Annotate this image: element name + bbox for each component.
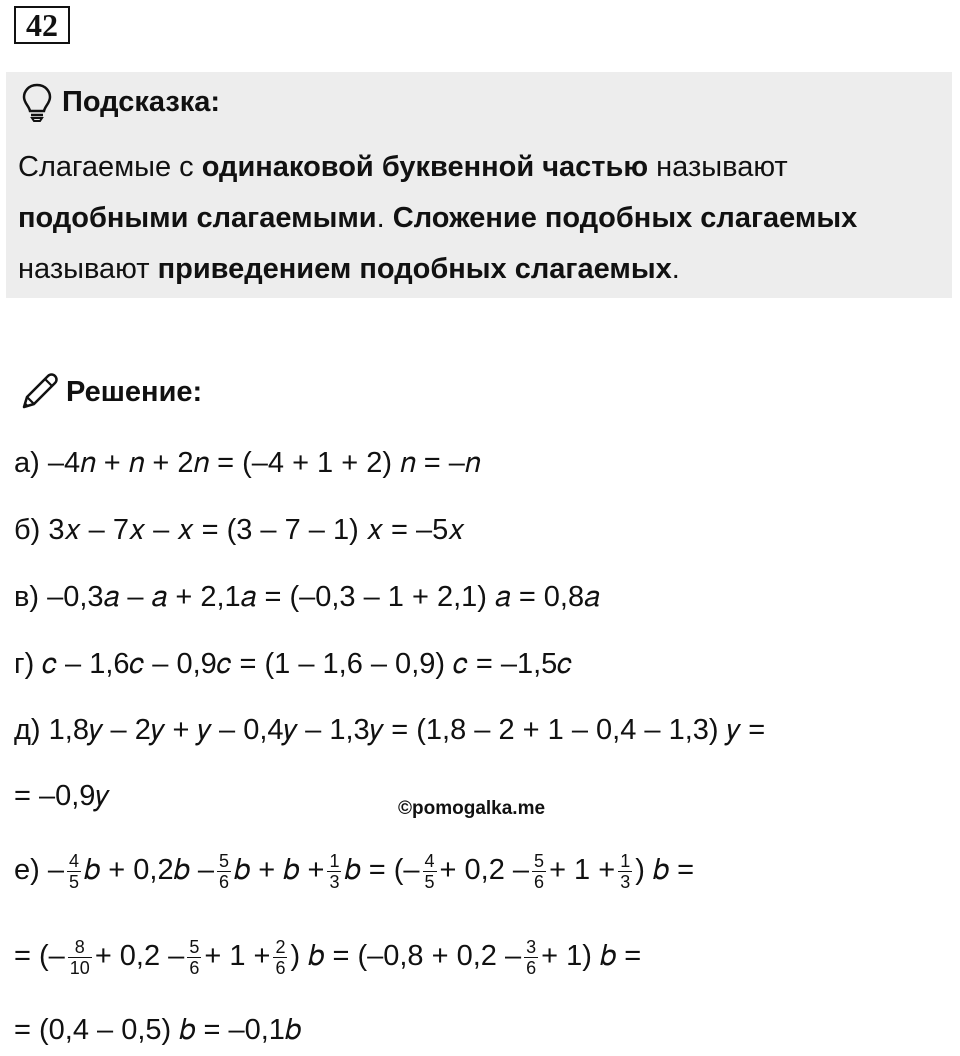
solution-line-d2: = –0,9𝑦 xyxy=(14,780,109,812)
fraction: $\frac{5}{6}$ xyxy=(534,850,545,892)
solution-line-e1: е) – $\frac{4}{5}$ 𝑏 + 0,2𝑏 – $\frac{5}{6}$ 𝑏 + 𝑏 + $\frac{1}{3}$ 𝑏 = (– $\frac{4}{5}$ + 0,2 – $\frac{5}{6}$ + 1 + $\frac{1}{3}$ ) 𝑏 = xyxy=(14,850,695,892)
lightbulb-icon xyxy=(20,82,54,122)
solution-line-e3: = (0,4 – 0,5) 𝑏 = –0,1𝑏 xyxy=(14,1014,302,1046)
solution-line-b: б) 3𝑥 – 7𝑥 – 𝑥 = (3 – 7 – 1) 𝑥 = –5𝑥 xyxy=(14,514,465,546)
fraction: $\frac{5}{6}$ xyxy=(189,936,200,978)
fraction: $\frac{8}{10}$ xyxy=(69,936,90,978)
watermark: ©pomogalka.me xyxy=(398,798,546,819)
solution-header xyxy=(18,372,202,412)
solution-line-v: в) –0,3𝑎 – 𝑎 + 2,1𝑎 = (–0,3 – 1 + 2,1) 𝑎 = 0,8𝑎 xyxy=(14,581,600,613)
solution-line-a: а) –4𝑛 + 𝑛 + 2𝑛 = (–4 + 1 + 2) 𝑛 = –𝑛 xyxy=(14,447,481,479)
fraction: $\frac{4}{5}$ xyxy=(424,850,435,892)
fraction: $\frac{4}{5}$ xyxy=(68,850,79,892)
pencil-icon xyxy=(18,371,60,413)
fraction: $\frac{1}{3}$ xyxy=(329,850,340,892)
solution-title: Решение: xyxy=(66,375,203,408)
problem-number: 42 xyxy=(14,6,70,44)
hint-text: Слагаемые с одинаковой буквенной частью называют подобными слагаемыми. Сложение подобных слагаемых называют приведением подобных слагаемых. xyxy=(18,151,858,285)
fraction: $\frac{5}{6}$ xyxy=(218,850,229,892)
solution-line-g: г) 𝑐 – 1,6𝑐 – 0,9𝑐 = (1 – 1,6 – 0,9) 𝑐 = –1,5𝑐 xyxy=(14,648,572,680)
hint-header xyxy=(20,82,220,122)
fraction: $\frac{3}{6}$ xyxy=(526,936,537,978)
hint-box xyxy=(6,72,952,298)
solution-line-d1: д) 1,8𝑦 – 2𝑦 + 𝑦 – 0,4𝑦 – 1,3𝑦 = (1,8 – 2 + 1 – 0,4 – 1,3) 𝑦 = xyxy=(14,714,766,746)
fraction: $\frac{1}{3}$ xyxy=(620,850,631,892)
fraction: $\frac{2}{6}$ xyxy=(275,936,286,978)
hint-title: Подсказка: xyxy=(62,85,221,118)
solution-line-e2: = (– $\frac{8}{10}$ + 0,2 – $\frac{5}{6}$ + 1 + $\frac{2}{6}$ ) 𝑏 = (–0,8 + 0,2 – $\frac{3}{6}$ + 1) 𝑏 = xyxy=(14,936,642,978)
